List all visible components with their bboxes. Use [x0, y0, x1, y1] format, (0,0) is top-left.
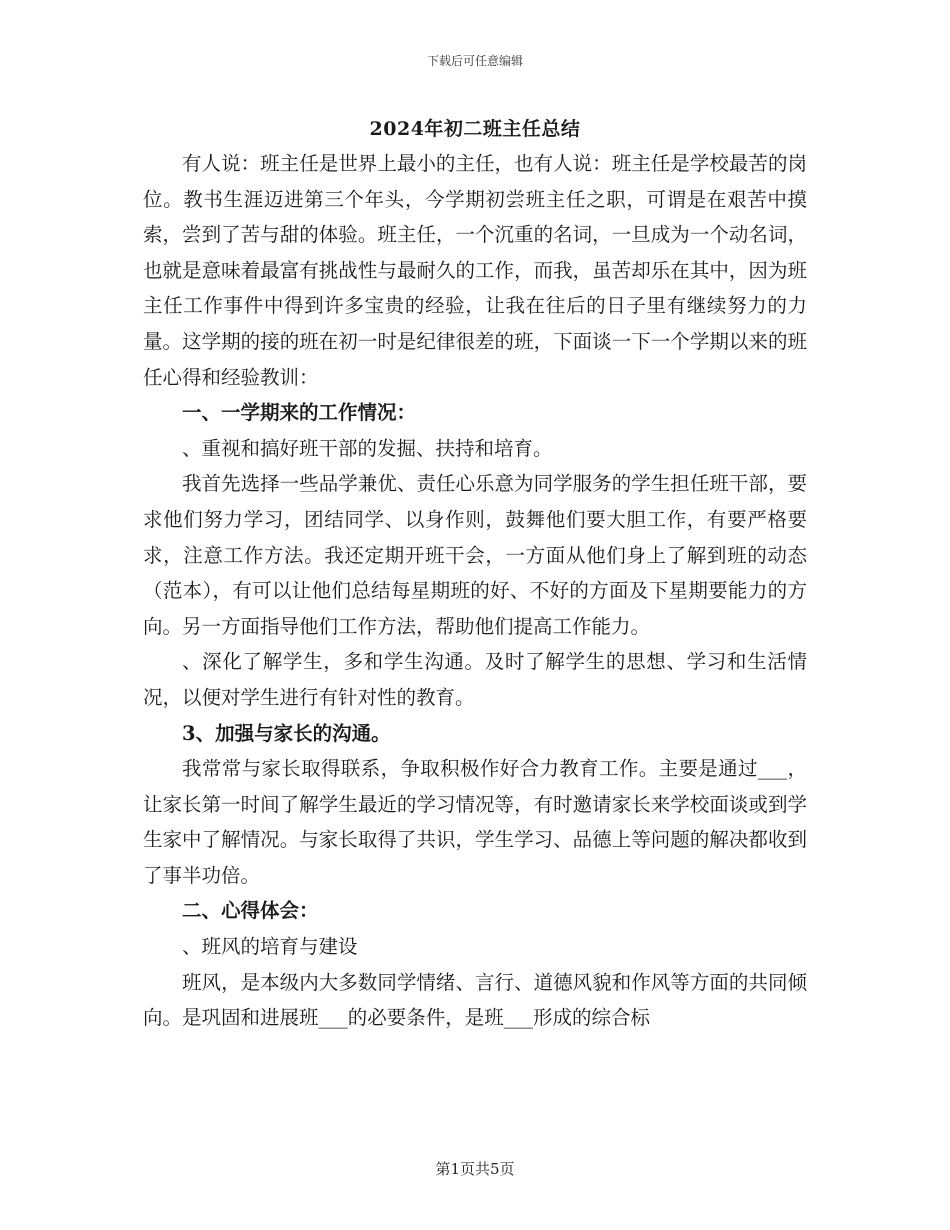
body-paragraph-understand-students: 、深化了解学生，多和学生沟通。及时了解学生的思想、学习和生活情况，以便对学生进行有针对性的教育。: [143, 650, 807, 709]
section-heading-work-situation: 一、一学期来的工作情况：: [182, 401, 417, 425]
document-body: [143, 146, 807, 1036]
body-paragraph-intro: 有人说：班主任是世界上最小的主任，也有人说：班主任是学校最苦的岗位。教书生涯迈进第三个年头，今学期初尝班主任之职，可谓是在艰苦中摸索，尝到了苦与甜的体验。班主任，一个沉重的名词，一旦成为一个动名词，也就是意味着最富有挑战性与最耐久的工作，而我，虽苦却乐在其中，因为班主任工作事件中得到许多宝贵的经验，让我在往后的日子里有继续努力的力量。这学期的接的班在初一时是纪律很差的班，下面谈一下一个学期以来的班任心得和经验教训：: [143, 152, 807, 389]
subheading-class-culture: 、班风的培育与建设: [182, 935, 358, 959]
subheading-class-cadres: 、重视和搞好班干部的发掘、扶持和培育。: [182, 436, 553, 460]
body-paragraph-class-cadres: 我首先选择一些品学兼优、责任心乐意为同学服务的学生担任班干部，要求他们努力学习，团结同学、以身作则，鼓舞他们要大胆工作，有要严格要求，注意工作方法。我还定期开班干会，一方面从他们身上了解到班的动态（范本），有可以让他们总结每星期班的好、不好的方面及下星期要能力的方向。另一方面指导他们工作方法，帮助他们提高工作能力。: [143, 472, 807, 638]
body-paragraph-class-culture: 班风，是本级内大多数同学情绪、言行、道德风貌和作风等方面的共同倾向。是巩固和进展班___的必要条件，是班___形成的综合标: [143, 970, 807, 1030]
page-number: 第1页共5页: [435, 1160, 515, 1178]
subheading-parent-communication: 3、加强与家长的沟通。: [182, 721, 391, 745]
page-header-note: 下载后可任意编辑: [426, 54, 523, 68]
section-heading-experience: 二、心得体会：: [182, 899, 319, 923]
document-title: 2024年初二班主任总结: [369, 118, 581, 140]
body-paragraph-parent-communication: 我常常与家长取得联系，争取积极作好合力教育工作。主要是通过___，让家长第一时间了解学生最近的学习情况等，有时邀请家长来学校面谈或到学生家中了解情况。与家长取得了共识，学生学习、品德上等问题的解决都收到了事半功倍。: [143, 757, 807, 887]
